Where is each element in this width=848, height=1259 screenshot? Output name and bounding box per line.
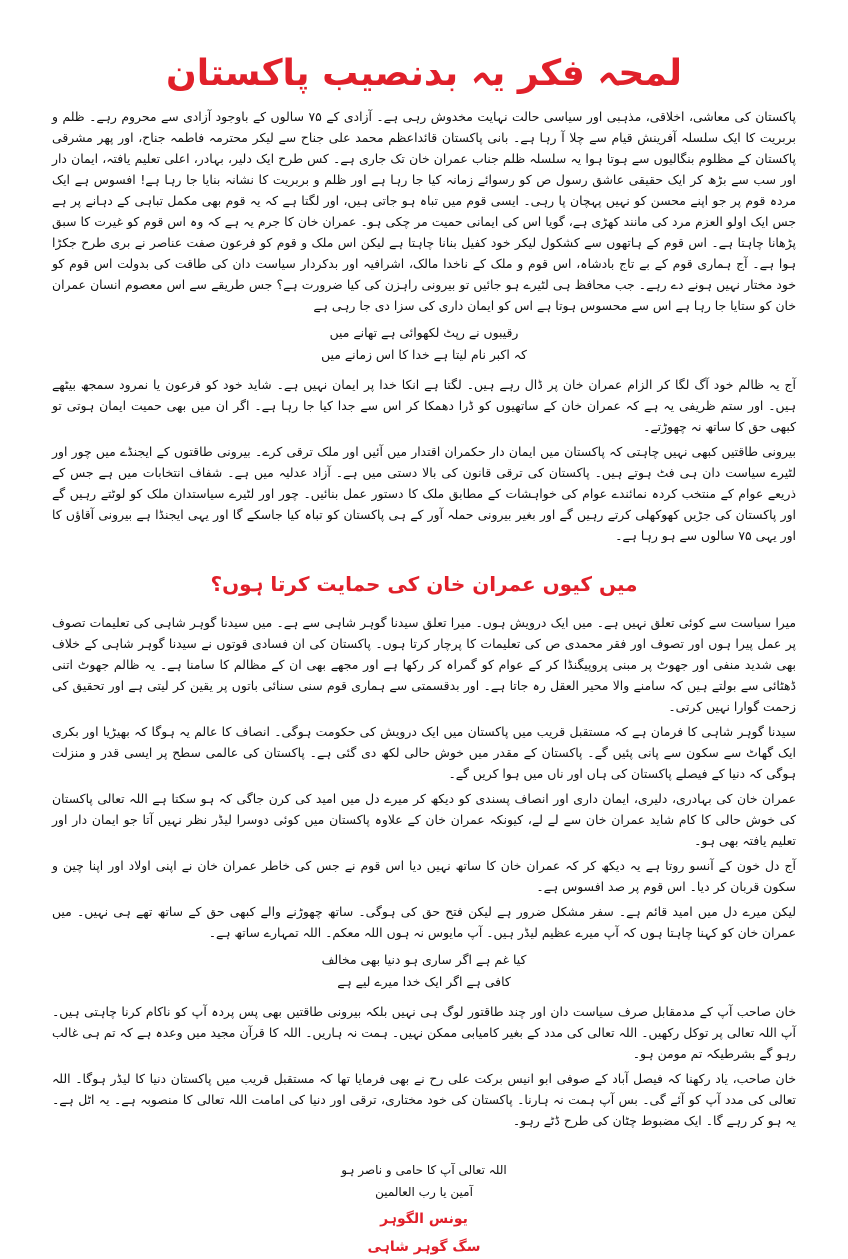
paragraph: خان صاحب آپ کے مدمقابل صرف سیاست دان اور چند طاقتور لوگ ہی نہیں بلکہ بیرونی طاقتیں بھی پس پردہ آپ کو ناکام کرنا چاہتی ہیں۔ آپ اللہ تعالی پر توکل رکھیں۔ اللہ تعالی کی مدد کے بغیر کامیابی ممکن نہیں۔ ہمت نہ ہاریں۔ اللہ کا قرآن مجید میں وعدہ ہے کہ تم ہی غالب رہو گے بشرطیکہ تم مومن ہو۔	[52, 1004, 796, 1061]
paragraph: آج یہ ظالم خود آگ لگا کر الزام عمران خان پر ڈال رہے ہیں۔ لگتا ہے انکا خدا پر ایمان نہیں ہے۔ شاید خود کو فرعون یا نمرود سمجھ بیٹھے ہیں۔ اور ستم ظریفی یہ ہے کہ عمران خان کے ساتھیوں کو ڈرا دھمکا کر اس سے جدا کیا جا رہا ہے۔ اگر ان میں بھی حمیت ایمان ہوتی تو کبھی حق کا ساتھ نہ چھوڑتے۔	[52, 377, 796, 434]
paragraph: لیکن میرے دل میں امید قائم ہے۔ سفر مشکل ضرور ہے لیکن فتح حق کی ہوگی۔ ساتھ چھوڑنے والے کبھی حق کے ساتھ تھے ہی نہیں۔ میں عمران خان کو کہنا چاہتا ہوں کہ آپ میرے عظیم لیڈر ہیں۔ آپ مایوس نہ ہوں اللہ معکم۔ اللہ تمہارے ساتھ ہے۔	[52, 904, 796, 940]
section-subtitle: میں کیوں عمران خان کی حمایت کرتا ہوں؟	[210, 572, 638, 596]
paragraph: خان صاحب، یاد رکھنا کہ فیصل آباد کے صوفی ابو انیس برکت علی رح نے بھی فرمایا تھا کہ مستقبل قریب میں پاکستان دنیا کا لیڈر ہوگا۔ اللہ تعالی کی مدد آپ کو آئے گی۔ بس آپ ہمت نہ ہارنا۔ پاکستان کی خود مختاری، ترقی اور دنیا کی امامت اللہ تعالی کا منصوبہ ہے۔ یہ اٹل ہے۔ یہ ہو کر رہے گا۔ ایک مضبوط چٹان کی طرح ڈٹے رہو۔	[52, 1071, 796, 1128]
closing-block	[52, 1159, 796, 1259]
verse-block	[52, 322, 796, 366]
verse-line: کیا غم ہے اگر ساری ہو دنیا بھی مخالف	[321, 952, 527, 967]
closing-prayer: اللہ تعالی آپ کا حامی و ناصر ہو	[341, 1163, 507, 1177]
verse-line: رقیبوں نے رپٹ لکھوائی ہے تھانے میں	[329, 325, 519, 340]
author-tagline: سگ گوہر شاہی	[367, 1239, 481, 1255]
paragraph: بیرونی طاقتیں کبھی نہیں چاہتی کہ پاکستان میں ایمان دار حکمران اقتدار میں آئیں اور ملک ترقی کرے۔ بیرونی طاقتوں کے ایجنڈے میں چور اور لٹیرے سیاست دان ہی فٹ ہوتے ہیں۔ پاکستان کی ترقی قانون کی بالا دستی میں ہے۔ آزاد عدلیہ میں ہے۔ شفاف انتخابات میں ہے جس کے ذریعے عوام کے منتخب کردہ نمائندے عوام کی خواہشات کے مطابق ملک کا دستور عمل بنائیں۔ چور اور لٹیرے سیاستدان ملک کو لوٹتے رہیں گے اور پاکستان کی جڑیں کھوکھلی کرتے رہیں گے اور بغیر بیرونی حملہ آور کے ہی پاکستان کو تباہ کیا جاسکے گا اور یہی ایجنڈا ہے بیرونی آقاؤں کا اور یہی ۷۵ سالوں سے ہو رہا ہے۔	[52, 444, 796, 543]
author-name: یونس الگوہر	[380, 1211, 468, 1227]
paragraph: پاکستان کی معاشی، اخلاقی، مذہبی اور سیاسی حالت نہایت مخدوش رہی ہے۔ آزادی کے ۷۵ سالوں کے باوجود آزادی سے محروم رہے۔ ظلم و بربریت کا ایک سلسلہ آفرینش قیام سے چلا آ رہا ہے۔ بانی پاکستان قائداعظم محمد علی جناح سے لیکر محترمہ فاطمہ جناح، اور پھر مشرقی پاکستان کے مظلوم بنگالیوں سے ہوتا ہوا یہ سلسلہ ظلم جناب عمران خان تک جاری ہے۔ کس طرح ایک دلیر، بہادر، اعلی تعلیم یافتہ، ایمان دار اور سب سے بڑھ کر ایک حقیقی عاشق رسول ص کو رسوائے زمانہ کیا جا رہا ہے اور ظلم و بربریت کا نشانہ بنایا جا رہا ہے! افسوس ہے ایک مردہ قوم پر جو اپنے محسن کو نہیں پہچان پا رہی۔ ایسی قوم میں تباہ ہو جاتی ہیں، اور لگتا ہے کہ یہ قوم بھی مکمل تباہی کے دہانے پر ہے جس ایک اولو العزم مرد کی مانند کھڑی ہے، گویا اس کی ایمانی حمیت مر چکی ہو۔ عمران خان کا جرم یہ ہے کہ وہ اس قوم کو غیرت کا سبق پڑھانا چاہتا ہے۔ اس قوم کے ہاتھوں سے کشکول لیکر خود کفیل بنانا چاہتا ہے لیکن اس ملک و قوم کو فرعون صفت عناصر نے بری طرح جکڑا ہوا ہے۔ آج ہماری قوم کے بے تاج بادشاہ، اس قوم و ملک کے ناخدا مالک، اشرافیہ اور بدکردار سیاست دان کی طاقت کی بدولت اس قوم کو خود مختار نہیں ہونے دے رہے۔ جب محافظ ہی لٹیرے ہو جائیں تو بیرونی راہزن کی کیا ضرورت ہے؟ جس طریقے سے اس معصوم انسان عمران خان کو ستایا جا رہا ہے اس سے محسوس ہوتا ہے اس کو ایمان داری کی سزا دی جا رہی ہے	[52, 109, 796, 313]
verse-block	[52, 949, 796, 993]
verse-line: کافی ہے اگر ایک خدا میرے لیے ہے	[337, 974, 511, 989]
paragraph: آج دل خون کے آنسو روتا ہے یہ دیکھ کر کہ عمران خان کا ساتھ نہیں دیا اس قوم نے جس کی خاطر عمران خان نے اپنی اولاد اور اپنا چین و سکون قربان کر دیا۔ اس قوم پر صد افسوس ہے۔	[52, 858, 796, 894]
page-title: لمحہ فکر یہ بدنصیب پاکستان	[166, 53, 682, 94]
verse-line: کہ اکبر نام لیتا ہے خدا کا اس زمانے میں	[321, 347, 527, 362]
closing-amen: آمین یا رب العالمین	[375, 1185, 473, 1199]
paragraph: میرا سیاست سے کوئی تعلق نہیں ہے۔ میں ایک درویش ہوں۔ میرا تعلق سیدنا گوہر شاہی سے ہے۔ میں سیدنا گوہر شاہی کی تعلیمات تصوف پر عمل پیرا ہوں اور تصوف اور فقر محمدی ص کی تعلیمات کا پرچار کرتا ہوں۔ پاکستان کی ان فسادی قوتوں نے سیدنا گوہر شاہی کے خلاف بھی شدید منفی اور جھوٹ پر مبنی پروپیگنڈا کر کے عوام کو گمراہ کر رکھا ہے اور مجھے بھی ان کے مظالم کا سامنا ہے۔ یہ ظالم جھوٹ اتنی ڈھٹائی سے بولتے ہیں کہ سامنے والا محیر العقل رہ جاتا ہے۔ اور بدقسمتی سے ہماری قوم سنی سنائی باتوں پر یقین کر لیتی ہے اور تحقیق کی زحمت گوارا نہیں کرتی۔	[52, 615, 796, 714]
paragraph: سیدنا گوہر شاہی کا فرمان ہے کہ مستقبل قریب میں پاکستان میں ایک درویش کی حکومت ہوگی۔ انصاف کا عالم یہ ہوگا کہ بھیڑیا اور بکری ایک گھاٹ سے سکون سے پانی پئیں گے۔ پاکستان کے مقدر میں خوش حالی لکھ دی گئی ہے۔ پاکستان کی عالمی سطح پر ایسی قدر و منزلت ہوگی کہ دنیا کے فیصلے پاکستان کی ہاں اور ناں میں ہوا کریں گے۔	[52, 724, 796, 781]
paragraph: عمران خان کی بہادری، دلیری، ایمان داری اور انصاف پسندی کو دیکھ کر میرے دل میں امید کی کرن جاگی کہ ہو سکتا ہے اللہ تعالی پاکستان کی خوش حالی کا کام شاید عمران خان سے لے لے، کیونکہ عمران خان کے علاوہ پاکستان میں کوئی دوسرا لیڈر نظر نہیں آتا جو ایمان دار اور تعلیم یافتہ بھی ہو۔	[52, 791, 796, 848]
